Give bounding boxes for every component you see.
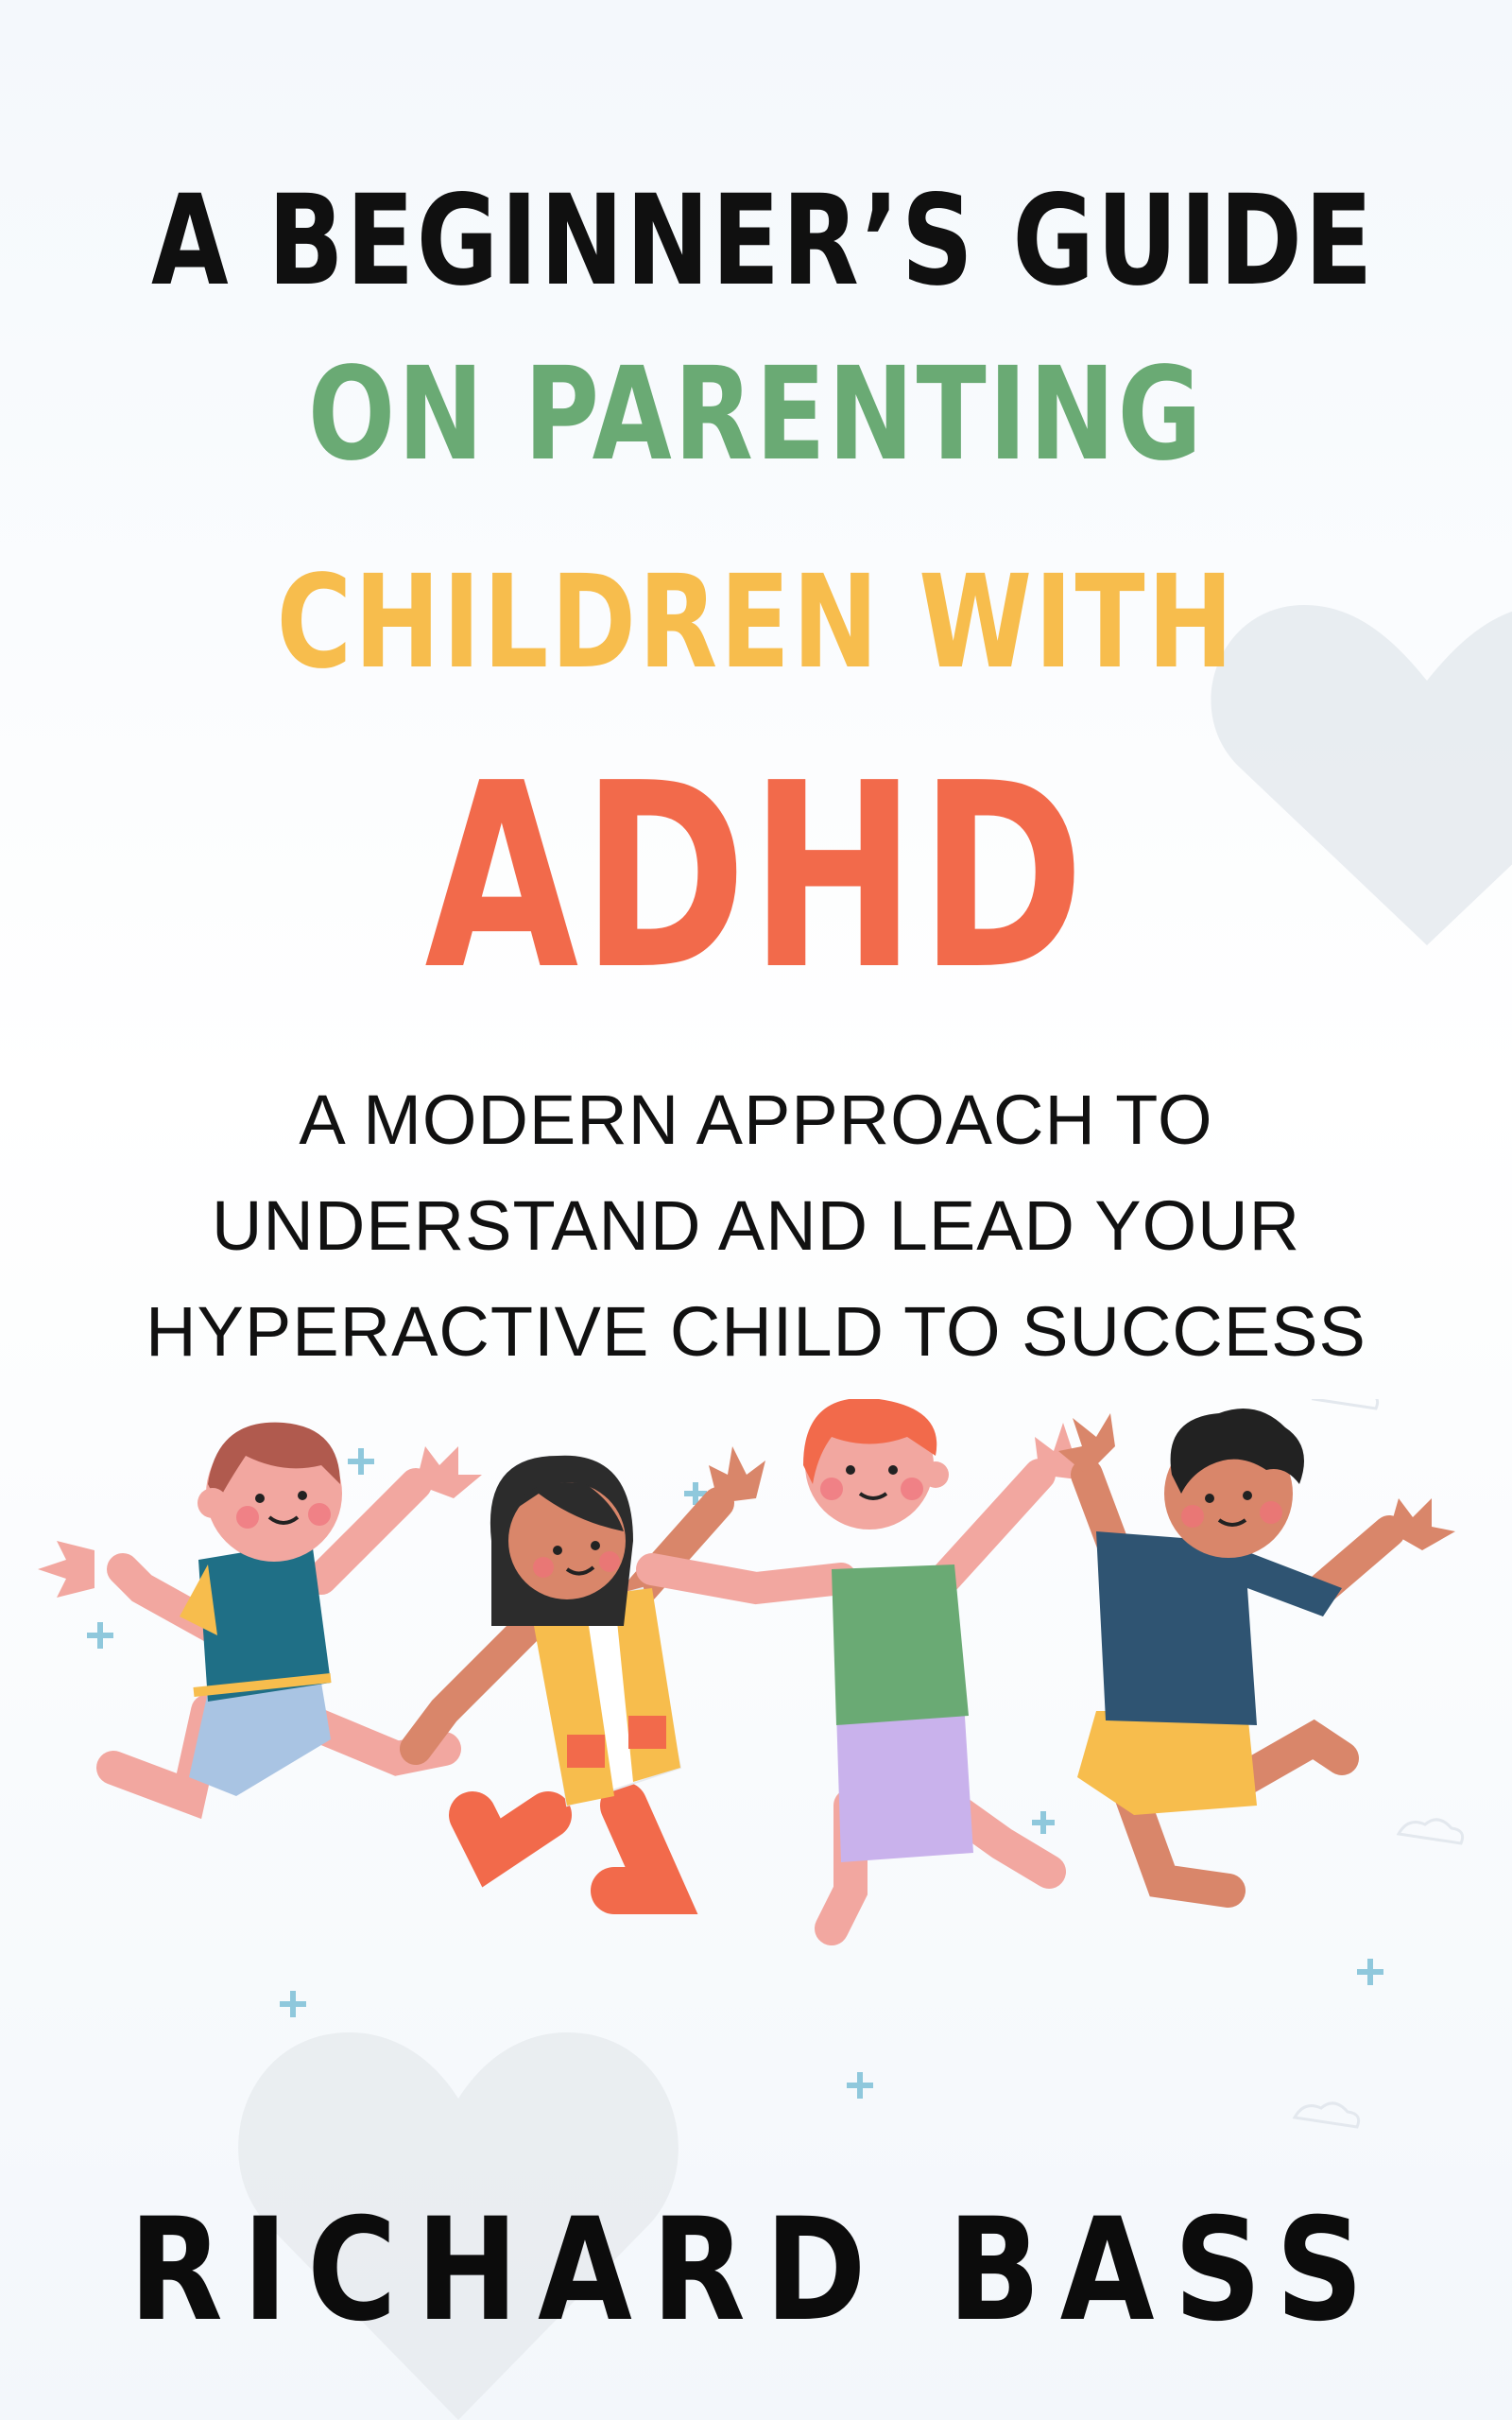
kid-2 xyxy=(416,1446,765,1891)
kid-4 xyxy=(1058,1409,1455,1891)
title-line-2: ON PARENTING xyxy=(307,340,1205,490)
author-name: RICHARD BASS xyxy=(129,2188,1383,2353)
subtitle-line-1: A MODERN APPROACH TO xyxy=(299,1080,1213,1159)
subtitle-line-2: UNDERSTAND AND LEAD YOUR xyxy=(211,1186,1301,1265)
subtitle-line-3: HYPERACTIVE CHILD TO SUCCESS xyxy=(146,1292,1366,1371)
jumping-kids-illustration xyxy=(0,1399,1512,2155)
title-line-3: CHILDREN WITH xyxy=(276,548,1236,698)
title-line-1: A BEGINNER’S GUIDE xyxy=(151,168,1375,314)
title-line-4: ADHD xyxy=(424,728,1088,1026)
